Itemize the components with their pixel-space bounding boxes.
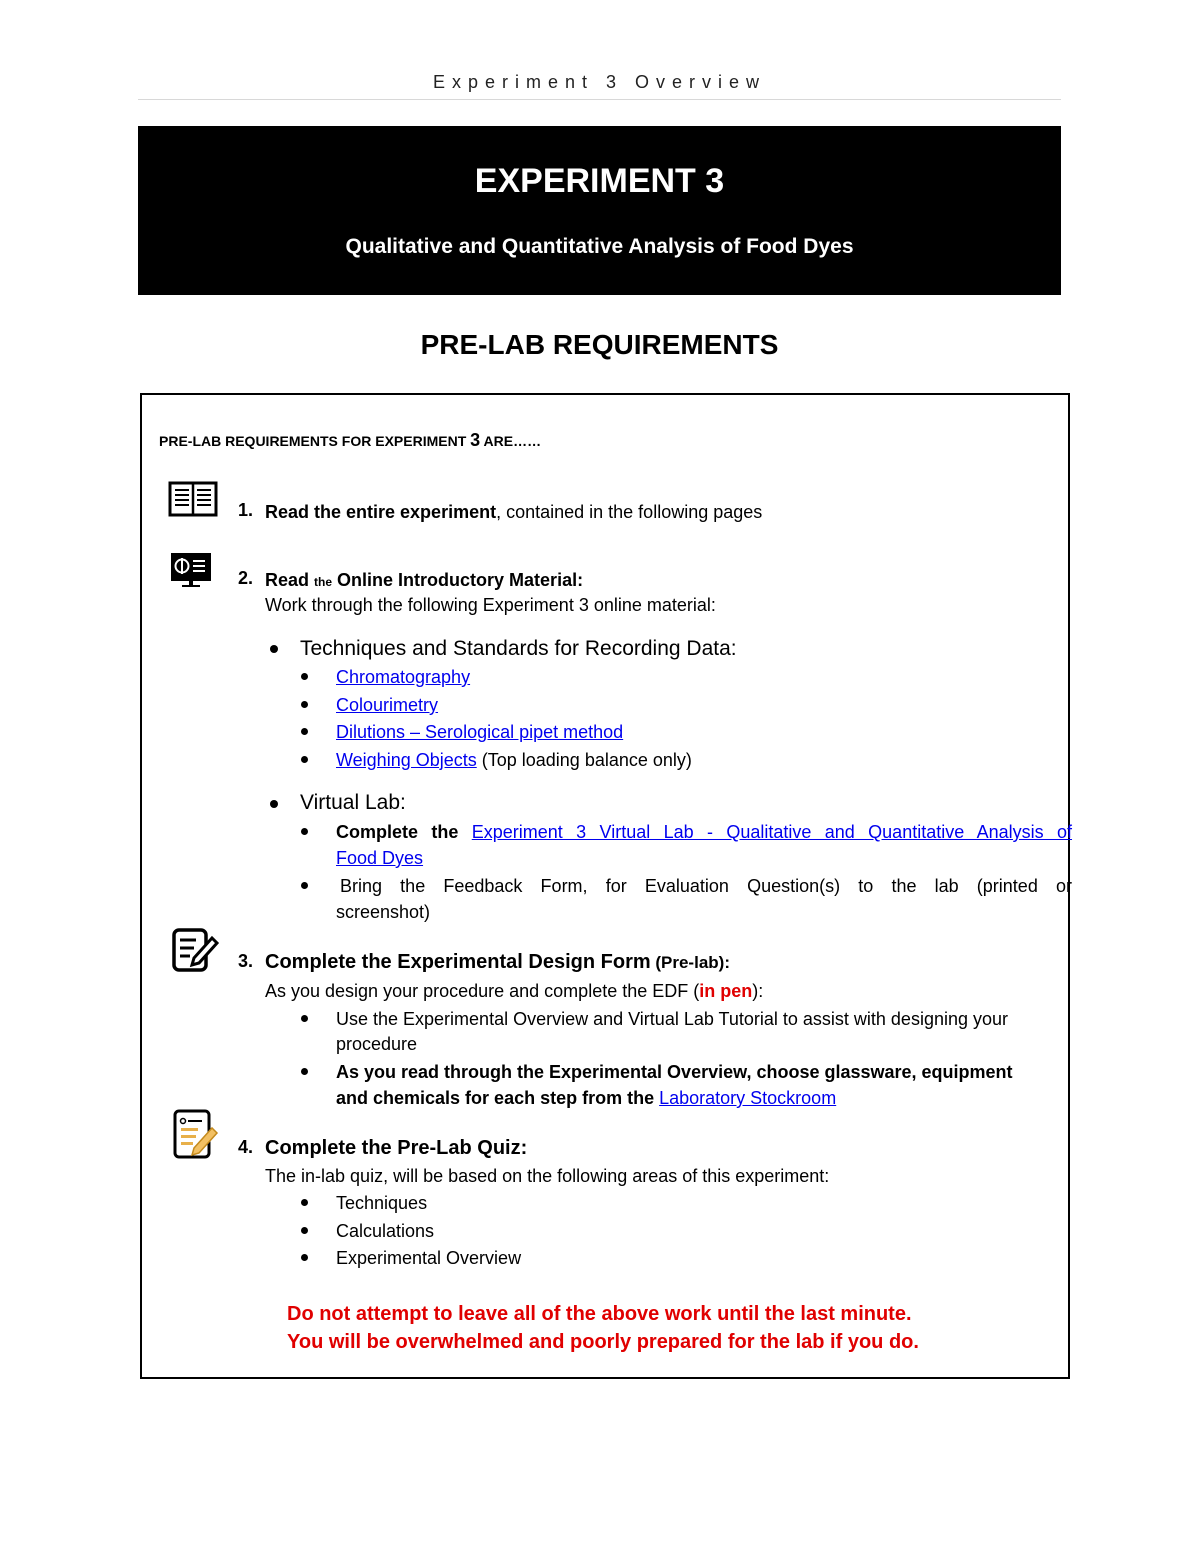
virtual-lab-heading: Virtual Lab: bbox=[300, 791, 406, 814]
bullet-icon bbox=[270, 800, 278, 808]
weighing-line: Weighing Objects (Top loading balance only) bbox=[336, 750, 692, 770]
warning-line-2: You will be overwhelmed and poorly prepared for the lab if you do. bbox=[287, 1331, 919, 1353]
bullet-icon bbox=[301, 1199, 308, 1206]
item-3-description: As you design your procedure and complete the EDF (in pen): bbox=[265, 981, 764, 1001]
item-2-number: 2. bbox=[238, 568, 254, 588]
feedback-line-1: Bring the Feedback Form, for Evaluation Question(s) to the lab (printed or bbox=[340, 876, 1072, 896]
bullet-icon bbox=[301, 828, 308, 835]
banner-subtitle: Qualitative and Quantitative Analysis of Food Dyes bbox=[345, 235, 854, 258]
banner-title: EXPERIMENT 3 bbox=[474, 162, 725, 200]
link-virtual-lab[interactable]: Experiment 3 Virtual Lab - Qualitative and Quantitative Analysis of bbox=[471, 822, 1073, 842]
feedback-line-2: screenshot) bbox=[336, 902, 431, 922]
link-weighing-objects[interactable]: Weighing Objects bbox=[336, 750, 477, 770]
bullet-icon bbox=[301, 728, 308, 735]
item-2-description: Work through the following Experiment 3 online material: bbox=[265, 595, 716, 615]
requirements-intro: PRE-LAB REQUIREMENTS FOR EXPERIMENT 3 ARE…… bbox=[159, 430, 542, 450]
book-icon bbox=[168, 480, 218, 518]
virtual-lab-line-2[interactable]: Food Dyes bbox=[336, 848, 424, 868]
bullet-icon bbox=[270, 645, 278, 653]
quiz-icon bbox=[172, 1108, 222, 1160]
link-dilutions[interactable]: Dilutions – Serological pipet method bbox=[336, 722, 624, 742]
bullet-icon bbox=[301, 1254, 308, 1261]
bullet-icon bbox=[301, 701, 308, 708]
techniques-heading: Techniques and Standards for Recording Data: bbox=[300, 637, 737, 660]
edf-bullet-2-line-1: As you read through the Experimental Overview, choose glassware, equipment bbox=[336, 1062, 1013, 1082]
section-title: PRE-LAB REQUIREMENTS bbox=[420, 329, 779, 360]
item-1-number: 1. bbox=[238, 500, 254, 520]
quiz-area-techniques: Techniques bbox=[336, 1193, 428, 1213]
item-3-title: Complete the Experimental Design Form (Pre-lab): bbox=[265, 951, 730, 973]
link-chromatography[interactable]: Chromatography bbox=[336, 667, 471, 687]
bullet-icon bbox=[301, 673, 308, 680]
item-4-title: Complete the Pre-Lab Quiz: bbox=[265, 1137, 528, 1159]
link-colourimetry[interactable]: Colourimetry bbox=[336, 695, 439, 715]
title-banner bbox=[138, 126, 1061, 295]
item-1-text: Read the entire experiment, contained in the following pages bbox=[265, 502, 763, 522]
item-4-number: 4. bbox=[238, 1137, 254, 1157]
bullet-icon bbox=[301, 756, 308, 763]
bullet-icon bbox=[301, 1068, 308, 1075]
bullet-icon bbox=[301, 1015, 308, 1022]
bullet-icon bbox=[301, 1227, 308, 1234]
form-pencil-icon bbox=[170, 924, 222, 976]
item-2-title: Read the Online Introductory Material: bbox=[265, 570, 584, 590]
virtual-lab-line-1: Complete the Experiment 3 Virtual Lab - Qualitative and Quantitative Analysis of bbox=[336, 822, 1073, 842]
quiz-area-experimental-overview: Experimental Overview bbox=[336, 1248, 522, 1268]
header-rule bbox=[138, 99, 1061, 100]
monitor-icon bbox=[170, 552, 212, 588]
link-laboratory-stockroom[interactable]: Laboratory Stockroom bbox=[659, 1088, 837, 1108]
item-4-description: The in-lab quiz, will be based on the following areas of this experiment: bbox=[265, 1166, 830, 1186]
running-header: Experiment 3 Overview bbox=[432, 72, 767, 92]
warning-line-1: Do not attempt to leave all of the above work until the last minute. bbox=[287, 1303, 912, 1325]
bullet-icon bbox=[301, 882, 308, 889]
quiz-area-calculations: Calculations bbox=[336, 1221, 435, 1241]
edf-bullet-1-line-2: procedure bbox=[336, 1034, 418, 1054]
edf-bullet-2-line-2: and chemicals for each step from the Laboratory Stockroom bbox=[336, 1088, 837, 1108]
item-3-number: 3. bbox=[238, 951, 254, 971]
edf-bullet-1-line-1: Use the Experimental Overview and Virtual Lab Tutorial to assist with designing your bbox=[336, 1009, 1009, 1029]
